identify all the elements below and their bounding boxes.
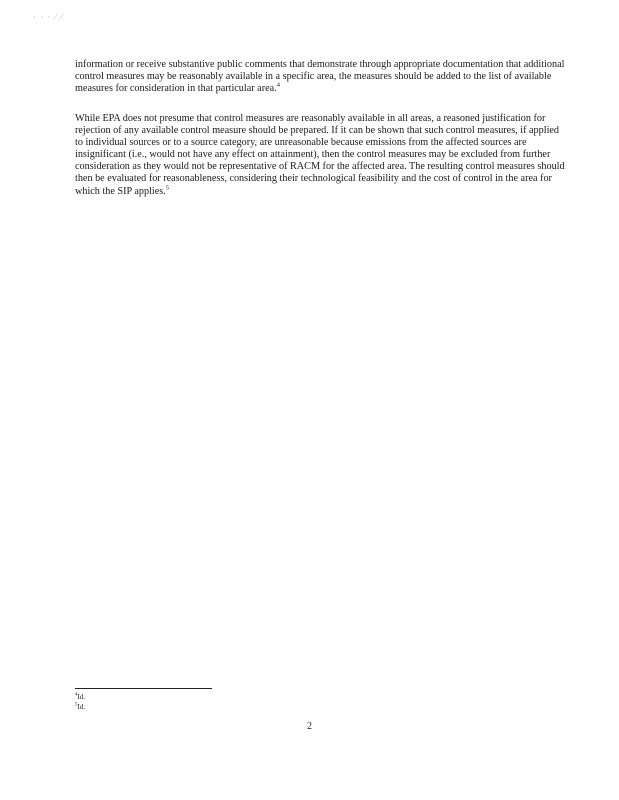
paragraph-reasoned-justification [75,113,565,198]
footnote-5-text: Id. [77,703,86,711]
footnote-5 [75,703,85,712]
page-number: 2 [307,721,312,732]
footnote-4-text: Id. [77,693,86,701]
scan-corner-mark: · · · ⁄ ⁄ [33,12,63,22]
paragraph-1-text: information or receive substantive public comments that demonstrate through appropriate documentation that additional control measures may be reasonably available in a specific area, the measures should be added to the list of available measures for consideration in that particular area. [75,59,565,95]
footnote-separator [75,688,212,689]
footnote-5-marker: 5 [75,702,78,708]
footnote-4 [75,693,85,702]
footnote-ref-4: 4 [276,81,280,89]
footnote-ref-5: 5 [165,184,169,192]
paragraph-continuation [75,59,565,95]
paragraph-2-text: While EPA does not presume that control measures are reasonably available in all areas, a reasoned justification for rejection of any available control measure should be prepared. If it can be shown that such control measures, if applied to individual sources or to a source category, are unreasonable because emissions from the affected sources are insignificant (i.e., would not have any effect on attainment), then the control measures may be excluded from further consideration as they would not be representative of RACM for the affected area. The resulting control measures should then be evaluated for reasonableness, considering their technological feasibility and the cost of control in the area for which the SIP applies. [75,113,565,197]
footnote-4-marker: 4 [75,692,78,698]
